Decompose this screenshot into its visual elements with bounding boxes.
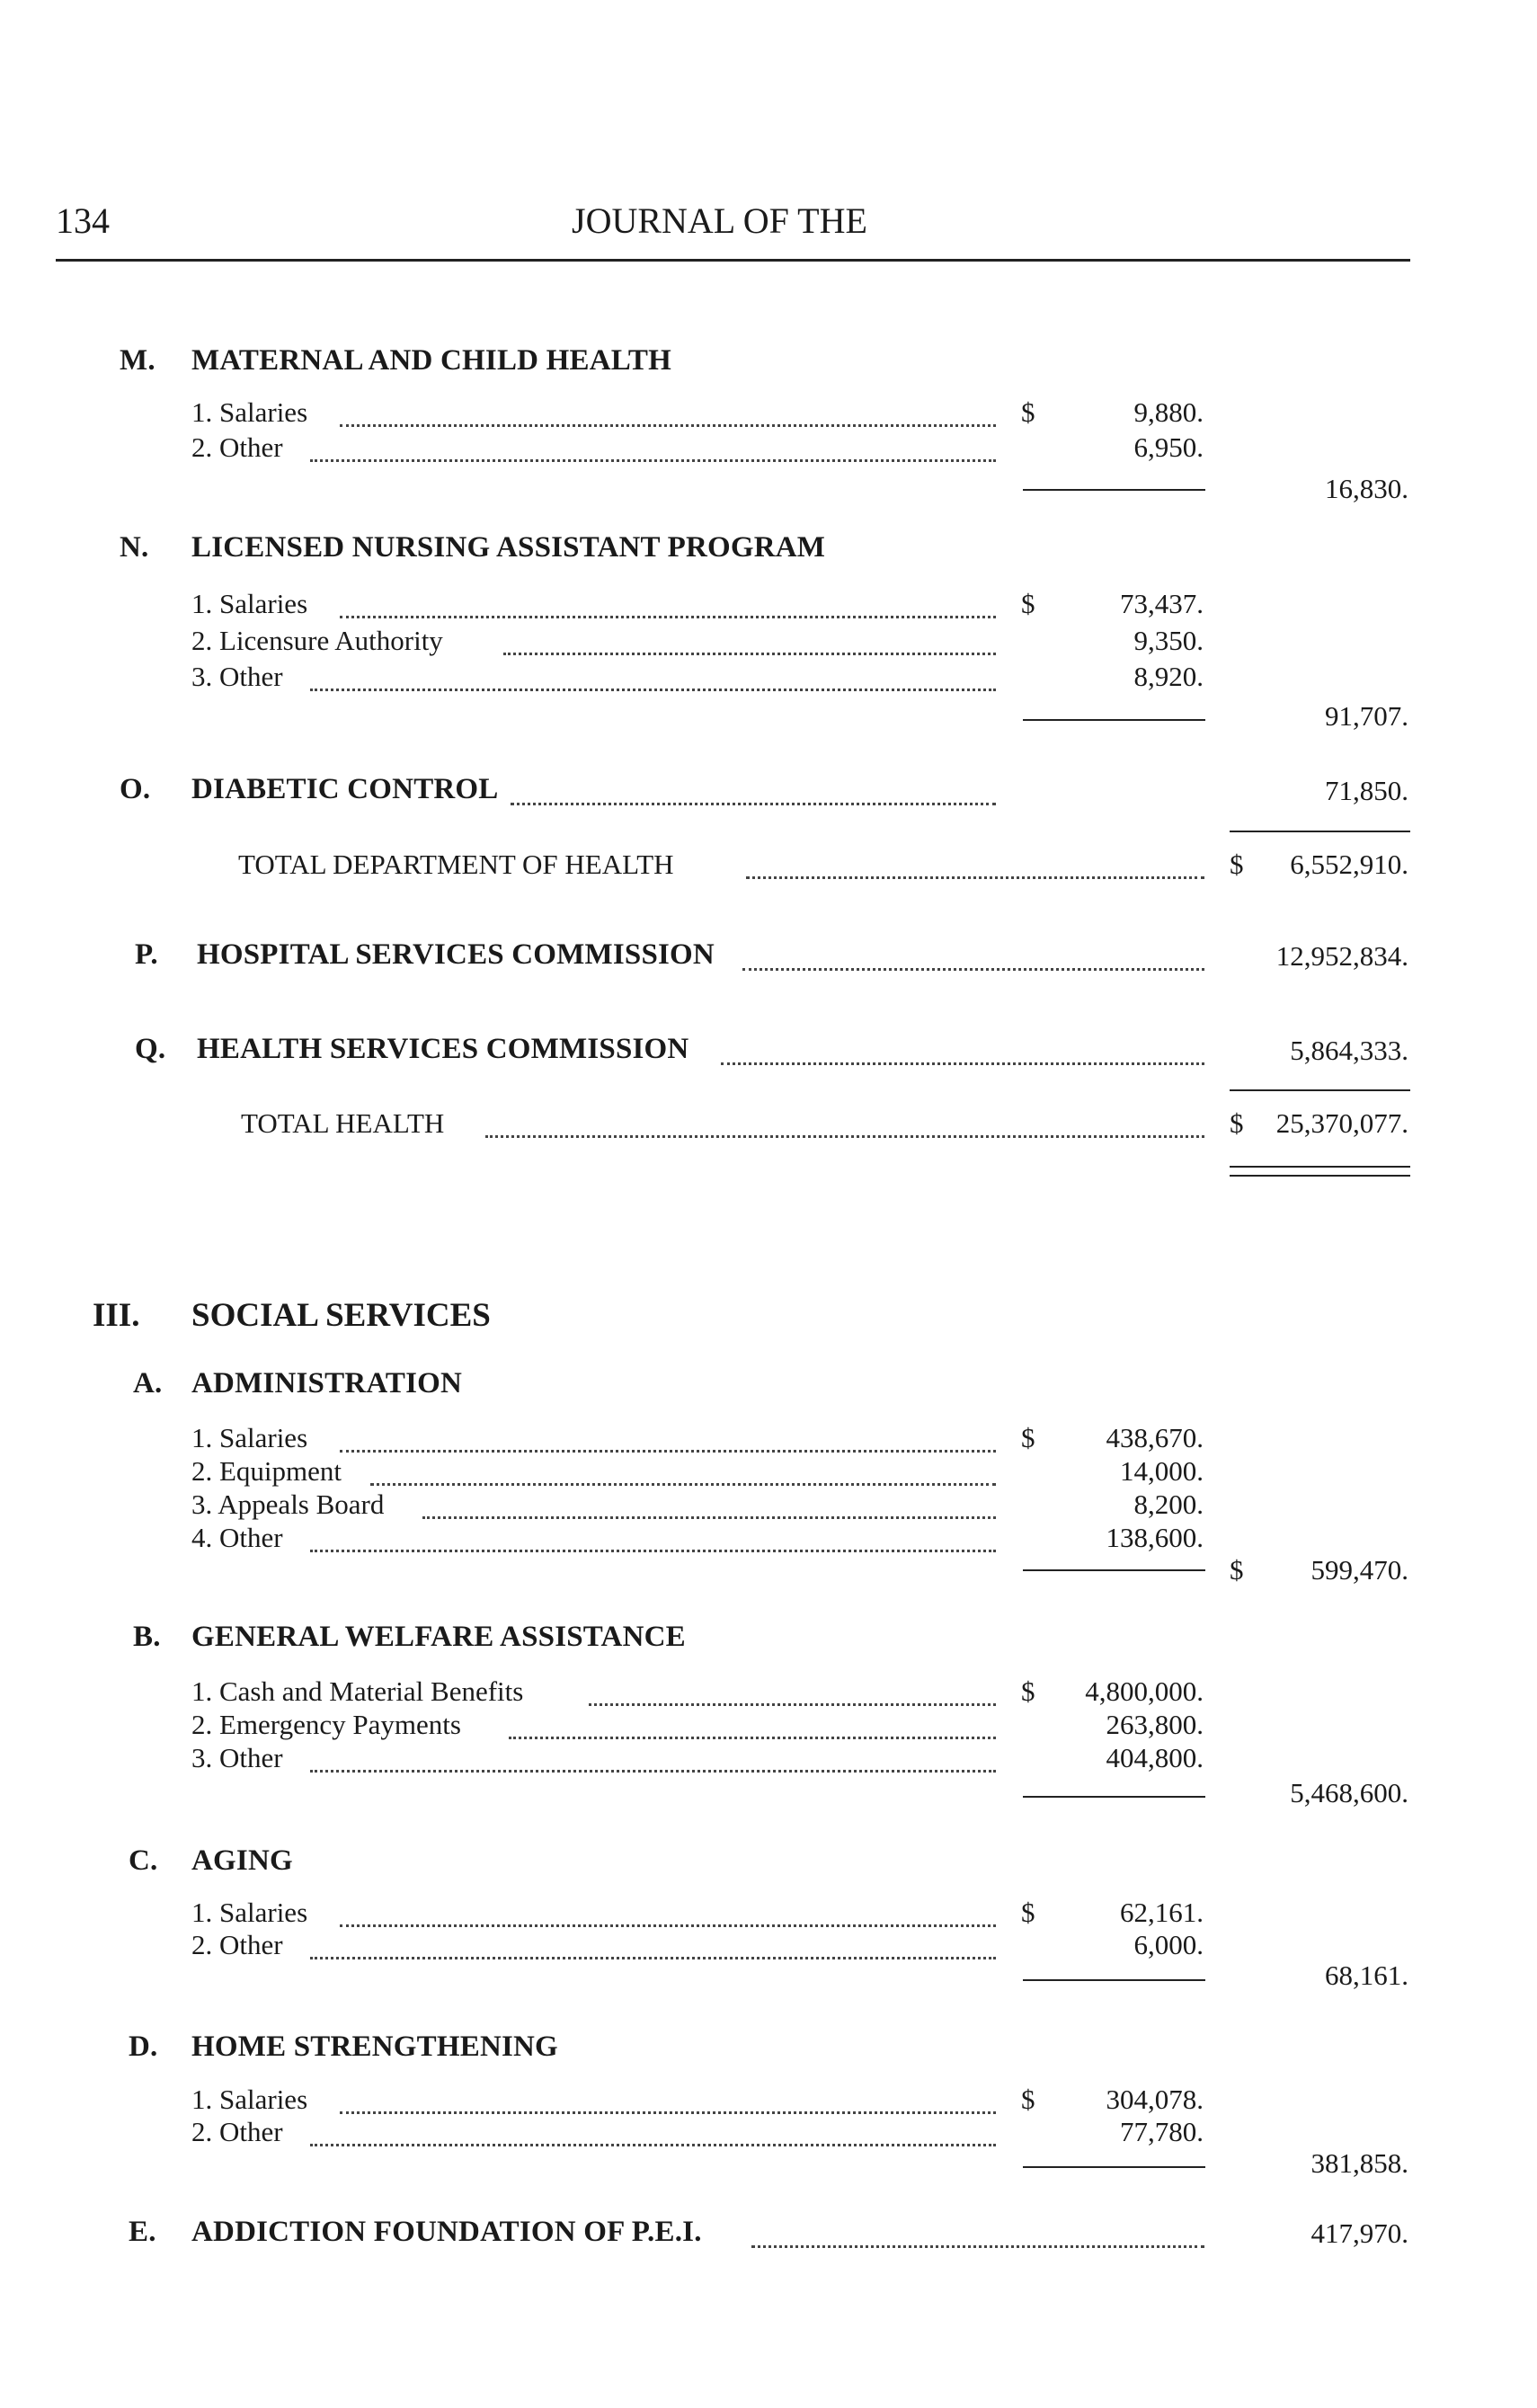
dot-leader — [310, 689, 996, 691]
section-total: 599,470. — [1310, 1554, 1408, 1586]
section-letter: M. — [120, 344, 155, 377]
dot-leader — [742, 968, 1204, 971]
dot-leader — [310, 2144, 996, 2146]
dollar-sign: $ — [1230, 849, 1244, 880]
dot-leader — [340, 1450, 996, 1453]
dot-leader — [422, 1516, 996, 1519]
total-rule — [1230, 1089, 1410, 1091]
dollar-sign: $ — [1021, 1675, 1035, 1707]
line-item-amount: 9,880. — [1133, 396, 1204, 428]
line-item-label: 2. Equipment — [191, 1455, 342, 1487]
section-total: 71,850. — [1325, 775, 1408, 806]
line-item-label: 3. Appeals Board — [191, 1488, 385, 1520]
dot-leader — [340, 2111, 996, 2114]
section-title: HEALTH SERVICES COMMISSION — [197, 1033, 689, 1065]
line-item-label: 2. Other — [191, 431, 283, 463]
section-letter: Q. — [135, 1033, 166, 1065]
total-amount: 25,370,077. — [1275, 1107, 1408, 1139]
dot-leader — [751, 2245, 1204, 2248]
line-item-label: 1. Salaries — [191, 1897, 308, 1928]
section-title: ADMINISTRATION — [191, 1367, 463, 1399]
section-total: 5,864,333. — [1290, 1035, 1408, 1066]
line-item-amount: 77,780. — [1120, 2116, 1204, 2147]
section-title: HOME STRENGTHENING — [191, 2030, 558, 2063]
subtotal-rule — [1023, 2166, 1205, 2168]
part-numeral: III. — [93, 1297, 140, 1334]
dollar-sign: $ — [1021, 2084, 1035, 2115]
dot-leader — [370, 1483, 996, 1486]
dollar-sign: $ — [1230, 1107, 1244, 1139]
total-amount: 6,552,910. — [1290, 849, 1408, 880]
section-letter: B. — [133, 1621, 161, 1653]
line-item-label: 3. Other — [191, 1742, 283, 1773]
section-letter: P. — [135, 938, 158, 971]
section-title: GENERAL WELFARE ASSISTANCE — [191, 1621, 686, 1653]
line-item-label: 1. Salaries — [191, 2084, 308, 2115]
dot-leader — [589, 1703, 996, 1706]
line-item-amount: 304,078. — [1106, 2084, 1204, 2115]
section-total: 12,952,834. — [1275, 940, 1408, 972]
section-letter: C. — [129, 1844, 158, 1877]
line-item-amount: 4,800,000. — [1085, 1675, 1204, 1707]
section-total: 5,468,600. — [1290, 1777, 1408, 1808]
line-item-label: 1. Salaries — [191, 1422, 308, 1453]
line-item-amount: 8,920. — [1133, 661, 1204, 692]
dot-leader — [340, 616, 996, 618]
dollar-sign: $ — [1021, 1422, 1035, 1453]
subtotal-rule — [1023, 1569, 1205, 1571]
section-title: AGING — [191, 1844, 293, 1877]
line-item-label: 1. Cash and Material Benefits — [191, 1675, 524, 1707]
line-item-amount: 8,200. — [1133, 1488, 1204, 1520]
dot-leader — [340, 424, 996, 427]
section-total: 16,830. — [1325, 473, 1408, 504]
line-item-amount: 62,161. — [1120, 1897, 1204, 1928]
line-item-amount: 14,000. — [1120, 1455, 1204, 1487]
line-item-label: 3. Other — [191, 661, 283, 692]
line-item-label: 2. Emergency Payments — [191, 1709, 461, 1740]
part-title: SOCIAL SERVICES — [191, 1297, 491, 1334]
section-letter: A. — [133, 1367, 163, 1399]
line-item-amount: 138,600. — [1106, 1522, 1204, 1553]
dot-leader — [511, 803, 996, 805]
line-item-label: 2. Other — [191, 1929, 283, 1960]
line-item-amount: 438,670. — [1106, 1422, 1204, 1453]
header-rule — [56, 259, 1410, 262]
total-label: TOTAL DEPARTMENT OF HEALTH — [238, 849, 674, 880]
section-title: DIABETIC CONTROL — [191, 773, 499, 805]
section-title: LICENSED NURSING ASSISTANT PROGRAM — [191, 531, 826, 564]
line-item-label: 1. Salaries — [191, 588, 308, 619]
page-number: 134 — [56, 200, 110, 241]
line-item-label: 4. Other — [191, 1522, 283, 1553]
dot-leader — [721, 1062, 1204, 1065]
subtotal-rule — [1023, 1979, 1205, 1981]
section-letter: O. — [120, 773, 151, 805]
subtotal-rule — [1023, 489, 1205, 491]
dot-leader — [485, 1135, 1204, 1138]
dollar-sign: $ — [1230, 1554, 1244, 1586]
total-label: TOTAL HEALTH — [241, 1107, 445, 1139]
dot-leader — [310, 1957, 996, 1959]
dollar-sign: $ — [1021, 396, 1035, 428]
line-item-amount: 404,800. — [1106, 1742, 1204, 1773]
line-item-amount: 263,800. — [1106, 1709, 1204, 1740]
dot-leader — [310, 459, 996, 462]
line-item-amount: 9,350. — [1133, 625, 1204, 656]
section-title: ADDICTION FOUNDATION OF P.E.I. — [191, 2216, 702, 2248]
line-item-label: 1. Salaries — [191, 396, 308, 428]
section-total: 381,858. — [1310, 2147, 1408, 2179]
section-title: MATERNAL AND CHILD HEALTH — [191, 344, 672, 377]
dot-leader — [310, 1770, 996, 1773]
line-item-amount: 73,437. — [1120, 588, 1204, 619]
page-title: JOURNAL OF THE — [572, 200, 867, 241]
double-rule-top — [1230, 1166, 1410, 1168]
line-item-amount: 6,000. — [1133, 1929, 1204, 1960]
section-total: 91,707. — [1325, 700, 1408, 732]
subtotal-rule — [1023, 719, 1205, 721]
dot-leader — [509, 1737, 996, 1739]
section-letter: D. — [129, 2030, 158, 2063]
dot-leader — [746, 876, 1204, 879]
line-item-label: 2. Licensure Authority — [191, 625, 443, 656]
subtotal-rule — [1023, 1796, 1205, 1798]
dollar-sign: $ — [1021, 588, 1035, 619]
section-letter: E. — [129, 2216, 156, 2248]
line-item-label: 2. Other — [191, 2116, 283, 2147]
section-total: 68,161. — [1325, 1959, 1408, 1991]
line-item-amount: 6,950. — [1133, 431, 1204, 463]
section-letter: N. — [120, 531, 149, 564]
dot-leader — [310, 1550, 996, 1552]
dollar-sign: $ — [1021, 1897, 1035, 1928]
section-total: 417,970. — [1310, 2217, 1408, 2249]
section-title: HOSPITAL SERVICES COMMISSION — [197, 938, 715, 971]
double-rule-bottom — [1230, 1175, 1410, 1177]
dot-leader — [340, 1924, 996, 1927]
dot-leader — [503, 653, 996, 655]
total-rule — [1230, 831, 1410, 832]
